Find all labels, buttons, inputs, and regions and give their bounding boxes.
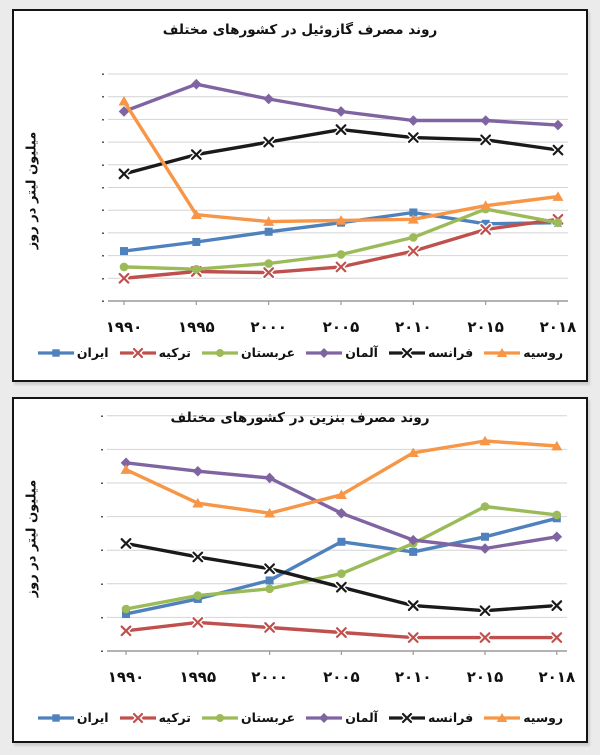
marker-square xyxy=(52,714,59,721)
marker-circle xyxy=(265,585,274,594)
marker-diamond xyxy=(480,115,491,126)
legend-item-germany xyxy=(305,710,378,725)
marker-circle xyxy=(337,250,346,259)
legend-item-saudi-arabia xyxy=(201,710,295,725)
legend-item-turkey xyxy=(119,710,191,725)
diesel-chart-title: روند مصرف گازوئیل در کشورهای مختلف xyxy=(162,22,438,38)
x-tick-label: ۲۰۰۵ xyxy=(322,318,360,336)
marker-circle xyxy=(553,511,562,520)
y-tick-dot: ۰ xyxy=(100,183,106,194)
marker-circle xyxy=(120,263,129,272)
x-tick-label: ۱۹۹۵ xyxy=(178,318,215,336)
y-tick-dot: ۰ xyxy=(99,445,105,456)
marker-circle xyxy=(216,714,224,722)
marker-circle xyxy=(264,259,273,268)
marker-square xyxy=(192,238,200,246)
marker-circle xyxy=(194,591,203,600)
legend-item-iran xyxy=(37,710,109,725)
y-tick-dot: ۰ xyxy=(100,274,106,285)
series-line-saudi-arabia xyxy=(126,507,557,610)
legend-label-russia: روسیه xyxy=(523,710,564,725)
y-tick-dot: ۰ xyxy=(100,206,106,217)
gasoline-legend xyxy=(14,710,586,725)
marker-diamond xyxy=(336,106,347,117)
legend-item-france xyxy=(388,345,473,360)
x-tick-label: ۲۰۱۵ xyxy=(467,318,504,336)
legend-item-germany xyxy=(305,345,378,360)
marker-triangle xyxy=(119,96,130,106)
y-tick-dot: ۰ xyxy=(100,115,106,126)
gasoline-plot-area xyxy=(14,399,586,708)
marker-diamond xyxy=(480,543,491,554)
x-tick-label: ۲۰۱۸ xyxy=(539,318,577,336)
marker-triangle xyxy=(121,464,132,474)
legend-label-russia: روسیه xyxy=(523,345,564,360)
marker-diamond xyxy=(552,531,563,542)
legend-item-russia xyxy=(483,345,563,360)
legend-marker-x-icon xyxy=(119,346,157,360)
legend-item-turkey xyxy=(119,345,191,360)
legend-marker-triangle-icon xyxy=(483,711,521,725)
y-tick-dot: ۰ xyxy=(99,579,105,590)
y-tick-dot: ۰ xyxy=(99,479,105,489)
marker-diamond xyxy=(319,713,329,723)
gasoline-chart-title: روند مصرف بنزین در کشورهای مختلف xyxy=(170,410,430,426)
legend-item-france xyxy=(388,710,473,725)
marker-square xyxy=(266,576,274,584)
series-line-france xyxy=(124,130,558,174)
marker-circle xyxy=(481,502,490,511)
legend-marker-square-icon xyxy=(37,346,75,360)
legend-item-russia xyxy=(483,710,563,725)
y-tick-dot: ۰ xyxy=(100,228,106,239)
legend-label-saudi-arabia: عربستان xyxy=(241,345,296,360)
marker-circle xyxy=(122,605,131,614)
legend-label-saudi-arabia: عربستان xyxy=(241,710,296,725)
y-tick-dot: ۰ xyxy=(99,411,105,422)
marker-circle xyxy=(216,349,224,357)
y-tick-dot: ۰ xyxy=(99,546,105,557)
y-tick-dot: ۰ xyxy=(100,92,106,103)
diesel-y-axis-title: میلیون لیتر در روز xyxy=(24,131,40,250)
marker-circle xyxy=(337,569,346,578)
marker-diamond xyxy=(193,466,204,477)
marker-circle xyxy=(409,233,418,242)
marker-square xyxy=(52,349,59,356)
diesel-legend xyxy=(14,345,586,360)
legend-label-iran: ایران xyxy=(76,710,109,725)
x-tick-label: ۲۰۰۰ xyxy=(250,318,287,336)
y-tick-dot: ۰ xyxy=(100,160,106,171)
legend-label-france: فرانسه xyxy=(427,710,474,725)
x-tick-label: ۲۰۰۵ xyxy=(323,668,360,686)
legend-label-germany: آلمان xyxy=(345,345,378,360)
x-tick-label: ۲۰۱۰ xyxy=(394,668,432,686)
y-tick-dot: ۰ xyxy=(100,70,106,80)
x-tick-label: ۱۹۹۰ xyxy=(107,668,145,686)
x-tick-label: ۱۹۹۰ xyxy=(105,318,143,336)
y-tick-dot: ۰ xyxy=(99,647,105,657)
diesel-plot-area xyxy=(14,11,586,343)
legend-marker-xstar-icon xyxy=(388,346,426,360)
marker-square xyxy=(409,548,417,556)
legend-label-france: فرانسه xyxy=(427,345,474,360)
legend-item-saudi-arabia xyxy=(201,345,295,360)
marker-diamond xyxy=(319,348,329,358)
legend-marker-circle-icon xyxy=(201,346,239,360)
legend-marker-diamond-icon xyxy=(305,711,343,725)
gasoline-chart-panel xyxy=(12,397,588,743)
gasoline-y-axis-title: میلیون لیتر در روز xyxy=(24,479,40,598)
x-tick-label: ۲۰۱۵ xyxy=(466,668,504,686)
y-tick-dot: ۰ xyxy=(100,138,106,149)
y-tick-dot: ۰ xyxy=(100,297,106,307)
x-tick-label: ۲۰۰۰ xyxy=(251,668,288,686)
marker-square xyxy=(265,228,273,236)
y-tick-dot: ۰ xyxy=(100,251,106,262)
legend-label-iran: ایران xyxy=(76,345,109,360)
x-tick-label: ۲۰۱۰ xyxy=(395,318,432,336)
legend-marker-circle-icon xyxy=(201,711,239,725)
legend-label-turkey: ترکیه xyxy=(158,345,191,360)
legend-marker-xstar-icon xyxy=(388,711,426,725)
legend-label-turkey: ترکیه xyxy=(158,710,191,725)
diesel-chart-panel xyxy=(12,9,588,382)
marker-diamond xyxy=(553,120,564,131)
x-tick-label: ۱۹۹۵ xyxy=(179,668,217,686)
legend-marker-x-icon xyxy=(119,711,157,725)
series-line-russia xyxy=(126,441,557,513)
series-line-iran xyxy=(126,518,557,614)
y-tick-dot: ۰ xyxy=(99,613,105,624)
marker-square xyxy=(481,533,489,541)
marker-diamond xyxy=(263,94,274,105)
legend-marker-triangle-icon xyxy=(483,346,521,360)
marker-circle xyxy=(554,218,563,227)
legend-label-germany: آلمان xyxy=(345,710,378,725)
marker-diamond xyxy=(408,115,419,126)
marker-square xyxy=(120,247,128,255)
legend-marker-diamond-icon xyxy=(305,346,343,360)
y-tick-dot: ۰ xyxy=(99,512,105,523)
legend-marker-square-icon xyxy=(37,711,75,725)
marker-circle xyxy=(192,265,201,274)
x-tick-label: ۲۰۱۸ xyxy=(538,668,576,686)
marker-square xyxy=(337,538,345,546)
legend-item-iran xyxy=(37,345,109,360)
marker-diamond xyxy=(191,79,202,90)
